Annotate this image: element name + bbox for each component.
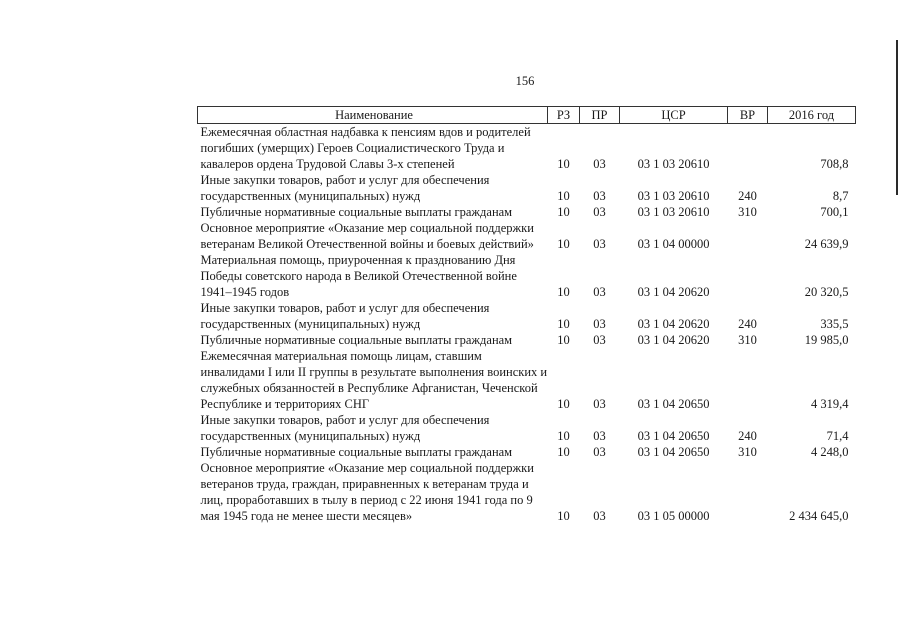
row-name: Иные закупки товаров, работ и услуг для обеспечения государственных (муниципальных) нужд xyxy=(200,301,490,331)
table-row xyxy=(198,412,856,444)
row-pr: 03 xyxy=(593,397,606,411)
row-vr: 310 xyxy=(738,333,757,347)
row-csr: 03 1 03 20610 xyxy=(637,157,710,171)
row-name: Публичные нормативные социальные выплаты гражданам xyxy=(200,205,513,219)
row-sum: 2 434 645,0 xyxy=(789,509,849,523)
table-row xyxy=(198,444,856,460)
row-rz: 10 xyxy=(557,397,570,411)
row-name: Ежемесячная материальная помощь лицам, ставшим инвалидами I или II группы в результате выполнения воинских и служебных обязанностей в Республике Афганистан, Чеченской Республике и территориях СНГ xyxy=(200,349,548,411)
row-sum: 4 319,4 xyxy=(811,397,849,411)
row-sum: 71,4 xyxy=(826,429,849,443)
row-pr: 03 xyxy=(593,429,606,443)
header-year: 2016 год xyxy=(768,107,856,124)
header-vr: ВР xyxy=(728,107,768,124)
row-vr: 240 xyxy=(738,189,757,203)
row-pr: 03 xyxy=(593,445,606,459)
row-sum: 4 248,0 xyxy=(811,445,849,459)
row-name: Основное мероприятие «Оказание мер социальной поддержки ветеранам Великой Отечественной войны и боевых действий» xyxy=(200,221,534,251)
row-csr: 03 1 04 20650 xyxy=(637,429,710,443)
table-header xyxy=(198,107,856,124)
table-row xyxy=(198,300,856,332)
row-pr: 03 xyxy=(593,157,606,171)
header-pr: ПР xyxy=(580,107,620,124)
table-row xyxy=(198,124,856,173)
row-csr: 03 1 04 00000 xyxy=(637,237,710,251)
row-vr: 310 xyxy=(738,445,757,459)
row-csr: 03 1 04 20620 xyxy=(637,333,710,347)
row-sum: 24 639,9 xyxy=(804,237,849,251)
header-csr: ЦСР xyxy=(620,107,728,124)
row-pr: 03 xyxy=(593,189,606,203)
scan-edge-line xyxy=(896,40,898,195)
table-row xyxy=(198,348,856,412)
page-number: 156 xyxy=(515,74,535,88)
row-sum: 19 985,0 xyxy=(804,333,849,347)
row-csr: 03 1 04 20620 xyxy=(637,317,710,331)
row-name: Публичные нормативные социальные выплаты гражданам xyxy=(200,333,513,347)
row-sum: 335,5 xyxy=(820,317,849,331)
table-body xyxy=(198,124,856,525)
row-rz: 10 xyxy=(557,445,570,459)
row-vr xyxy=(728,348,768,412)
header-rz: РЗ xyxy=(548,107,580,124)
row-pr: 03 xyxy=(593,205,606,219)
table-row xyxy=(198,204,856,220)
row-rz: 10 xyxy=(557,333,570,347)
row-csr: 03 1 04 20650 xyxy=(637,445,710,459)
row-vr xyxy=(728,124,768,173)
row-sum: 20 320,5 xyxy=(804,285,849,299)
row-name: Иные закупки товаров, работ и услуг для обеспечения государственных (муниципальных) нужд xyxy=(200,173,490,203)
header-name: Наименование xyxy=(198,107,548,124)
row-rz: 10 xyxy=(557,285,570,299)
row-vr: 240 xyxy=(738,317,757,331)
row-rz: 10 xyxy=(557,317,570,331)
row-pr: 03 xyxy=(593,285,606,299)
row-csr: 03 1 04 20650 xyxy=(637,397,710,411)
row-rz: 10 xyxy=(557,509,570,523)
row-vr xyxy=(728,252,768,300)
row-vr xyxy=(728,460,768,524)
row-name: Иные закупки товаров, работ и услуг для обеспечения государственных (муниципальных) нужд xyxy=(200,413,490,443)
row-csr: 03 1 04 20620 xyxy=(637,285,710,299)
row-rz: 10 xyxy=(557,205,570,219)
budget-table xyxy=(197,106,856,524)
row-sum: 8,7 xyxy=(832,189,849,203)
row-name: Ежемесячная областная надбавка к пенсиям вдов и родителей погибших (умерщих) Героев Социалистического Труда и кавалеров ордена Трудовой Славы 3-х степеней xyxy=(200,125,531,171)
row-rz: 10 xyxy=(557,157,570,171)
row-csr: 03 1 03 20610 xyxy=(637,205,710,219)
row-pr: 03 xyxy=(593,317,606,331)
row-rz: 10 xyxy=(557,237,570,251)
table-row xyxy=(198,332,856,348)
row-pr: 03 xyxy=(593,237,606,251)
row-sum: 708,8 xyxy=(820,157,849,171)
table-row xyxy=(198,460,856,524)
row-vr: 310 xyxy=(738,205,757,219)
table-row xyxy=(198,252,856,300)
table-row xyxy=(198,172,856,204)
row-csr: 03 1 03 20610 xyxy=(637,189,710,203)
row-name: Публичные нормативные социальные выплаты гражданам xyxy=(200,445,513,459)
row-name: Основное мероприятие «Оказание мер социальной поддержки ветеранов труда, граждан, приравненных к ветеранам труда и лиц, проработавших в тылу в период с 22 июня 1941 года по 9 мая 1945 года не менее шести месяцев» xyxy=(200,461,534,523)
row-vr: 240 xyxy=(738,429,757,443)
row-rz: 10 xyxy=(557,429,570,443)
table-row xyxy=(198,220,856,252)
row-csr: 03 1 05 00000 xyxy=(637,509,710,523)
row-name: Материальная помощь, приуроченная к празднованию Дня Победы советского народа в Великой Отечественной войне 1941–1945 годов xyxy=(200,253,517,299)
row-sum: 700,1 xyxy=(820,205,849,219)
row-rz: 10 xyxy=(557,189,570,203)
row-pr: 03 xyxy=(593,333,606,347)
row-vr xyxy=(728,220,768,252)
row-pr: 03 xyxy=(593,509,606,523)
